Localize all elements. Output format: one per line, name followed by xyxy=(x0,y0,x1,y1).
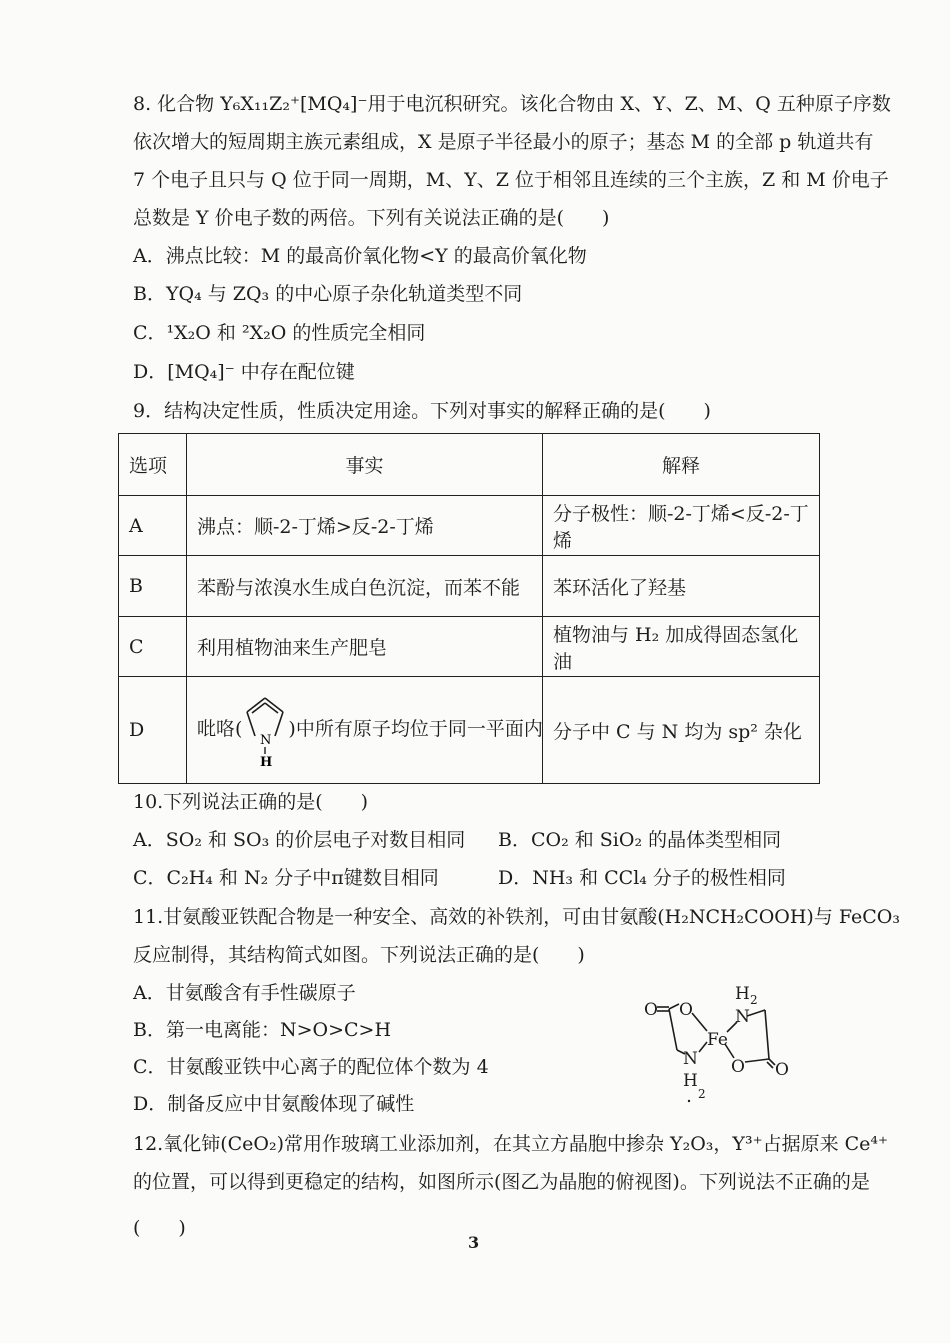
q11-stem-line-2: 反应制得，其结构简式如图。下列说法正确的是( ) xyxy=(133,944,585,966)
atom-n-top: N xyxy=(735,1007,750,1027)
page-number: 3 xyxy=(468,1233,480,1252)
table-row xyxy=(119,556,820,617)
row-option: D xyxy=(119,677,187,784)
q9-stem: 9．结构决定性质，性质决定用途。下列对事实的解释正确的是( ) xyxy=(133,400,711,422)
atom-o-right: O xyxy=(731,1057,745,1077)
q11-stem-line-1: 11.甘氨酸亚铁配合物是一种安全、高效的补铁剂，可由甘氨酸(H₂NCH₂COOH)与 FeCO₃ xyxy=(133,906,900,928)
row-fact: 苯酚与浓溴水生成白色沉淀，而苯不能 xyxy=(187,556,543,617)
q8-option-b: B．YQ₄ 与 ZQ₃ 的中心原子杂化轨道类型不同 xyxy=(133,283,523,305)
row-explanation: 分子极性：顺-2-丁烯<反-2-丁烯 xyxy=(543,496,820,556)
pyrrole-h-label: H xyxy=(260,755,273,770)
row-option: B xyxy=(119,556,187,617)
table-row xyxy=(119,677,820,784)
q8-stem-line-4: 总数是 Y 价电子数的两倍。下列有关说法正确的是( ) xyxy=(133,207,610,229)
q9-table xyxy=(118,433,819,783)
subscript-two-bottom: 2 xyxy=(698,1087,706,1101)
table-row xyxy=(119,496,820,556)
q10-option-d: D．NH₃ 和 CCl₄ 分子的极性相同 xyxy=(498,867,786,889)
fact-text-post: )中所有原子均位于同一平面内 xyxy=(288,718,543,740)
q8-stem-line-3: 7 个电子且只与 Q 位于同一周期，M、Y、Z 位于相邻且连续的三个主族，Z 和 M 价电子 xyxy=(133,169,889,191)
q10-option-c: C．C₂H₄ 和 N₂ 分子中π键数目相同 xyxy=(133,867,439,889)
atom-h-bottom: H xyxy=(683,1071,698,1091)
row-option: C xyxy=(119,617,187,677)
atom-o-left: O xyxy=(679,1000,693,1020)
pyrrole-n-label: N xyxy=(260,733,272,748)
atom-n-bottom: N xyxy=(683,1049,698,1069)
q8-stem-line-2: 依次增大的短周期主族元素组成，X 是原子半径最小的原子；基态 M 的全部 p 轨道共有 xyxy=(133,131,874,153)
pyrrole-structure xyxy=(242,700,288,770)
row-option: A xyxy=(119,496,187,556)
q10-option-a: A．SO₂ 和 SO₃ 的价层电子对数目相同 xyxy=(133,829,466,851)
table-row xyxy=(119,617,820,677)
q10-option-b: B．CO₂ 和 SiO₂ 的晶体类型相同 xyxy=(498,829,782,851)
atom-h-top: H xyxy=(735,984,750,1004)
row-fact: 沸点：顺-2-丁烯>反-2-丁烯 xyxy=(187,496,543,556)
q12-stem-line-3: ( ) xyxy=(133,1217,186,1239)
q8-option-a: A．沸点比较：M 的最高价氧化物<Y 的最高价氧化物 xyxy=(133,245,587,267)
row-fact xyxy=(187,677,543,784)
q11-option-d: D．制备反应中甘氨酸体现了碱性 xyxy=(133,1093,415,1115)
q11-option-a: A．甘氨酸含有手性碳原子 xyxy=(133,982,356,1004)
q11-option-b: B．第一电离能：N>O>C>H xyxy=(133,1019,392,1041)
header-fact: 事实 xyxy=(187,434,543,496)
row-explanation: 苯环活化了羟基 xyxy=(543,556,820,617)
iron-glycinate-structure xyxy=(637,982,807,1107)
q10-stem: 10.下列说法正确的是( ) xyxy=(133,791,369,813)
atom-fe: Fe xyxy=(707,1030,728,1050)
pyrrole-ring-icon xyxy=(242,692,288,770)
subscript-two-top: 2 xyxy=(750,993,758,1007)
row-explanation: 分子中 C 与 N 均为 sp² 杂化 xyxy=(543,677,820,784)
fact-text-pre: 吡咯( xyxy=(197,718,243,740)
header-option: 选项 xyxy=(119,434,187,496)
row-fact: 利用植物油来生产肥皂 xyxy=(187,617,543,677)
q11-option-c: C．甘氨酸亚铁中心离子的配位体个数为 4 xyxy=(133,1056,489,1078)
q8-option-d: D．[MQ₄]⁻ 中存在配位键 xyxy=(133,361,355,383)
q8-stem-line-1: 8. 化合物 Y₆X₁₁Z₂⁺[MQ₄]⁻用于电沉积研究。该化合物由 X、Y、Z、M、Q 五种原子序数 xyxy=(133,93,891,115)
row-explanation: 植物油与 H₂ 加成得固态氢化油 xyxy=(543,617,820,677)
header-explanation: 解释 xyxy=(543,434,820,496)
atom-o-carbonyl-left: O xyxy=(644,1000,658,1020)
q12-stem-line-2: 的位置，可以得到更稳定的结构，如图所示(图乙为晶胞的俯视图)。下列说法不正确的是 xyxy=(133,1171,870,1193)
q12-stem-line-1: 12.氧化铈(CeO₂)常用作玻璃工业添加剂，在其立方晶胞中掺杂 Y₂O₃，Y³⁺占据原来 Ce⁴⁺ xyxy=(133,1133,889,1155)
atom-o-carbonyl-right: O xyxy=(775,1060,789,1080)
q8-option-c: C．¹X₂O 和 ²X₂O 的性质完全相同 xyxy=(133,322,426,344)
